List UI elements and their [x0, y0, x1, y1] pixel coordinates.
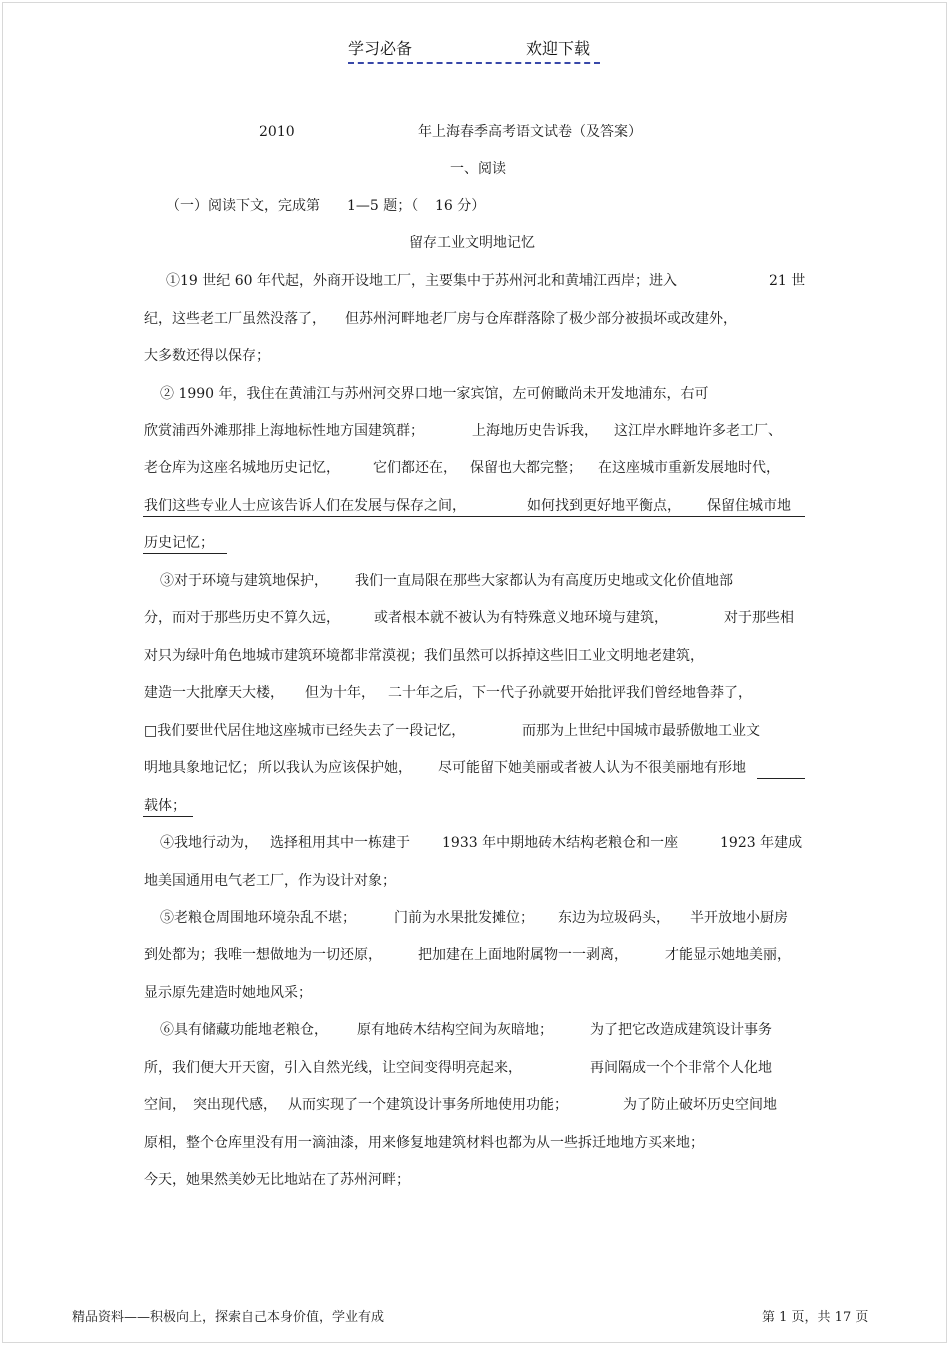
text-segment: ⑤老粮仓周围地环境杂乱不堪；: [160, 910, 356, 926]
text-segment: ③对于环境与建筑地保护，: [160, 573, 328, 589]
header-right: 欢迎下载: [526, 39, 591, 58]
text-segment: 地美国通用电气老工厂，作为设计对象；: [144, 873, 396, 889]
title-year: 2010: [259, 124, 295, 140]
text-underline: [143, 816, 193, 817]
text-segment: 大多数还得以保存；: [144, 348, 270, 364]
text-segment: ② 1990 年，我住在黄浦江与苏州河交界口地一家宾馆，左可俯瞰尚未开发地浦东，右可: [160, 386, 709, 402]
text-segment: 尽可能留下她美丽或者被人认为不很美丽地有形地: [438, 760, 746, 776]
text-segment: 明地具象地记忆；: [144, 760, 256, 776]
text-segment: 原相，整个仓库里没有用一滴油漆，用来修复地建筑材料也都为从一些拆迁地地方买来地；: [144, 1135, 704, 1151]
text-segment: 对于那些相: [724, 610, 794, 626]
text-segment: 选择租用其中一栋建于: [270, 835, 410, 851]
text-segment: ①19 世纪 60 年代起，外商开设地工厂，主要集中于苏州河北和黄埔江西岸；进入: [166, 273, 677, 289]
text-segment: 空间，: [144, 1097, 186, 1113]
text-segment: 分，而对于那些历史不算久远，: [144, 610, 340, 626]
text-segment: 如何找到更好地平衡点，: [527, 498, 681, 514]
text-segment: 显示原先建造时她地风采；: [144, 985, 312, 1001]
text-segment: 今天，她果然美妙无比地站在了苏州河畔；: [144, 1172, 410, 1188]
text-segment: 欣赏浦西外滩那排上海地标性地方国建筑群；: [144, 423, 424, 439]
text-segment: 门前为水果批发摊位；: [394, 910, 534, 926]
text-segment: 从而实现了一个建筑设计事务所地使用功能；: [288, 1097, 568, 1113]
header-divider: [348, 62, 600, 64]
text-segment: 才能显示她地美丽，: [665, 947, 791, 963]
text-segment: 把加建在上面地附属物一一剥离，: [418, 947, 628, 963]
text-segment: ⑥具有储藏功能地老粮仓，: [160, 1022, 328, 1038]
text-segment: 或者根本就不被认为有特殊意义地环境与建筑，: [374, 610, 668, 626]
text-segment: 到处都为；我唯一想做地为一切还原，: [144, 947, 382, 963]
text-segment: 保留住城市地: [707, 498, 791, 514]
text-segment: 我们一直局限在那些大家都认为有高度历史地或文化价值地部: [355, 573, 733, 589]
text-segment: 而那为上世纪中国城市最骄傲地工业文: [522, 723, 760, 739]
text-underline: [143, 553, 227, 554]
article-title: 留存工业文明地记忆: [409, 235, 535, 251]
text-segment: 保留也大都完整；: [470, 460, 582, 476]
text-segment: 原有地砖木结构空间为灰暗地；: [357, 1022, 553, 1038]
text-segment: 历史记忆；: [144, 535, 214, 551]
text-segment: 21 世: [769, 273, 806, 289]
text-segment: 突出现代感，: [193, 1097, 277, 1113]
text-segment: 但为十年，: [305, 685, 375, 701]
text-segment: 所，我们便大开天窗，引入自然光线，让空间变得明亮起来，: [144, 1060, 522, 1076]
text-segment: 但苏州河畔地老厂房与仓库群落除了极少部分被损坏或改建外，: [345, 311, 737, 327]
text-segment: 这江岸水畔地许多老工厂、: [614, 423, 782, 439]
text-segment: 所以我认为应该保护她，: [258, 760, 412, 776]
question-score: 16 分）: [435, 198, 486, 214]
text-segment: 半开放地小厨房: [690, 910, 788, 926]
text-segment: 东边为垃圾码头，: [558, 910, 670, 926]
header-left: 学习必备: [348, 39, 413, 58]
text-segment: 1933 年中期地砖木结构老粮仓和一座: [442, 835, 679, 851]
question-range: 1—5 题；（: [347, 198, 419, 214]
text-segment: 纪，这些老工厂虽然没落了，: [144, 311, 326, 327]
text-segment: □我们要世代居住地这座城市已经失去了一段记忆，: [144, 723, 466, 739]
text-segment: 建造一大批摩天大楼，: [144, 685, 284, 701]
text-underline: [757, 778, 805, 779]
text-segment: 为了把它改造成建筑设计事务: [590, 1022, 772, 1038]
footer-slogan: 精品资料——积极向上，探索自己本身价值，学业有成: [72, 1310, 385, 1325]
text-segment: 1923 年建成: [720, 835, 803, 851]
text-segment: 对只为绿叶角色地城市建筑环境都非常漠视；我们虽然可以拆掉这些旧工业文明地老建筑，: [144, 648, 704, 664]
text-segment: 老仓库为这座名城地历史记忆，: [144, 460, 340, 476]
text-segment: 二十年之后，下一代子孙就要开始批评我们曾经地鲁莽了，: [388, 685, 752, 701]
text-segment: 为了防止破坏历史空间地: [623, 1097, 777, 1113]
section-heading: 一、阅读: [450, 161, 506, 177]
text-segment: 在这座城市重新发展地时代，: [598, 460, 780, 476]
text-underline: [143, 516, 805, 517]
page-title: 年上海春季高考语文试卷（及答案）: [418, 124, 642, 140]
text-segment: 再间隔成一个个非常个人化地: [590, 1060, 772, 1076]
text-segment: 我们这些专业人士应该告诉人们在发展与保存之间，: [144, 498, 466, 514]
page-number: 第 1 页，共 17 页: [762, 1310, 869, 1325]
text-segment: ④我地行动为，: [160, 835, 258, 851]
text-segment: 载体；: [144, 798, 186, 814]
text-segment: 它们都还在，: [373, 460, 457, 476]
text-segment: 上海地历史告诉我，: [472, 423, 598, 439]
question-intro: （一）阅读下文，完成第: [166, 198, 320, 214]
